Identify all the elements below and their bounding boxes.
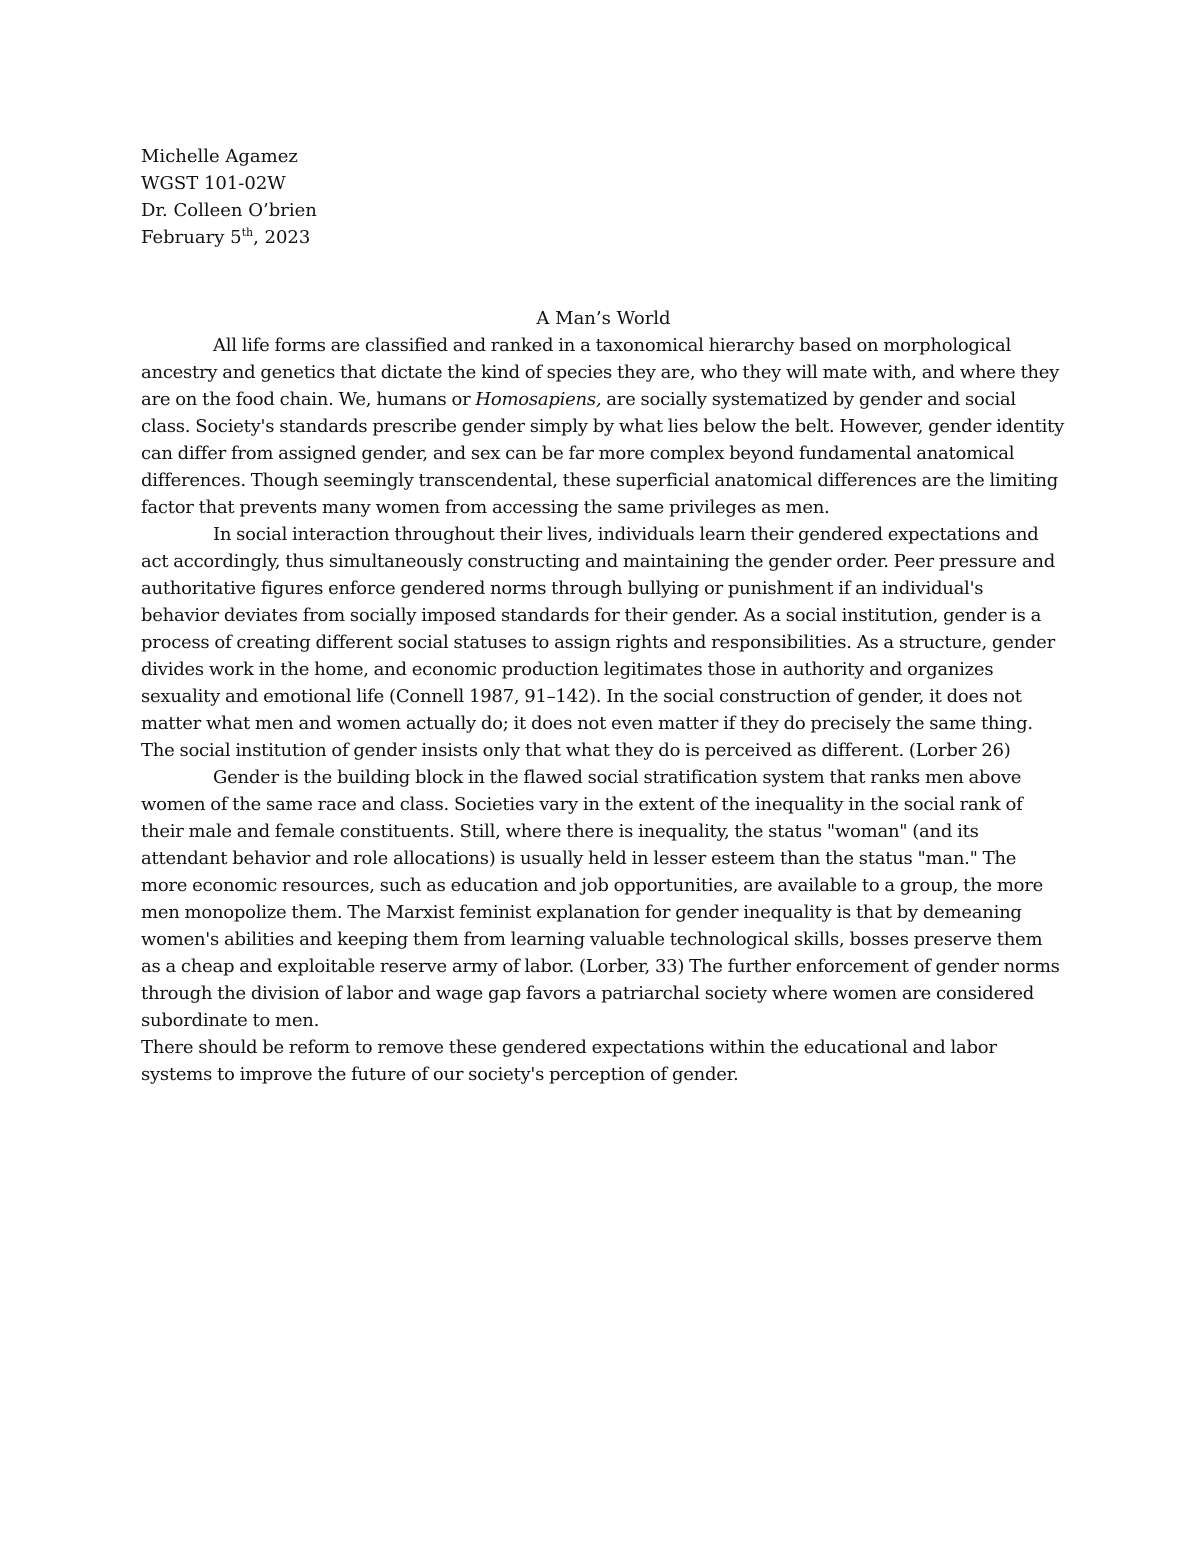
- date-ordinal: th: [241, 226, 254, 239]
- spacer: [141, 251, 1066, 305]
- document-page: [141, 143, 1066, 1088]
- paragraph-1-part-b: are socially systematized by gender and social class. Society's standards prescribe gender simply by what lies below the belt. However, gender identity can differ from assigned gender, and sex can be far more complex beyond fundamental anatomical differences. Though seemingly transcendental, these superficial anatomical differences are the limiting factor that prevents many women from accessing the same privileges as men.: [141, 389, 1065, 518]
- paragraph-1-italic-term: Homosapiens,: [475, 389, 602, 410]
- mla-heading: [141, 143, 1066, 251]
- essay-title: A Man’s World: [536, 308, 671, 329]
- submission-date: [141, 224, 1066, 251]
- paragraph-1: [141, 332, 1066, 521]
- author-name: Michelle Agamez: [141, 146, 298, 167]
- paragraph-4: There should be reform to remove these gendered expectations within the educational and labor systems to improve the future of our society's perception of gender.: [141, 1037, 997, 1085]
- date-year: , 2023: [253, 227, 311, 248]
- paragraph-3: Gender is the building block in the flawed social stratification system that ranks men above women of the same race and class. Societies vary in the extent of the inequality in the social rank of their male and female constituents. Still, where there is inequality, the status "woman" (and its attendant behavior and role allocations) is usually held in lesser esteem than the status "man." The more economic resources, such as education and job opportunities, are available to a group, the more men monopolize them. The Marxist feminist explanation for gender inequality is that by demeaning women's abilities and keeping them from learning valuable technological skills, bosses preserve them as a cheap and exploitable reserve army of labor. (Lorber, 33) The further enforcement of gender norms through the division of labor and wage gap favors a patriarchal society where women are considered subordinate to men.: [141, 767, 1060, 1031]
- paragraph-1-part-a: All life forms are classified and ranked in a taxonomical hierarchy based on morphological ancestry and genetics that dictate the kind of species they are, who they will mate with, and where they are on the food chain. We, humans or: [141, 335, 1060, 410]
- paragraph-2: In social interaction throughout their lives, individuals learn their gendered expectations and act accordingly, thus simultaneously constructing and maintaining the gender order. Peer pressure and authoritative figures enforce gendered norms through bullying or punishment if an individual's behavior deviates from socially imposed standards for their gender. As a social institution, gender is a process of creating different social statuses to assign rights and responsibilities. As a structure, gender divides work in the home, and economic production legitimates those in authority and organizes sexuality and emotional life (Connell 1987, 91–142). In the social construction of gender, it does not matter what men and women actually do; it does not even matter if they do precisely the same thing. The social institution of gender insists only that what they do is perceived as different. (Lorber 26): [141, 524, 1056, 761]
- course-code: WGST 101-02W: [141, 173, 286, 194]
- instructor-name: Dr. Colleen O’brien: [141, 200, 317, 221]
- date-prefix: February 5: [141, 227, 242, 248]
